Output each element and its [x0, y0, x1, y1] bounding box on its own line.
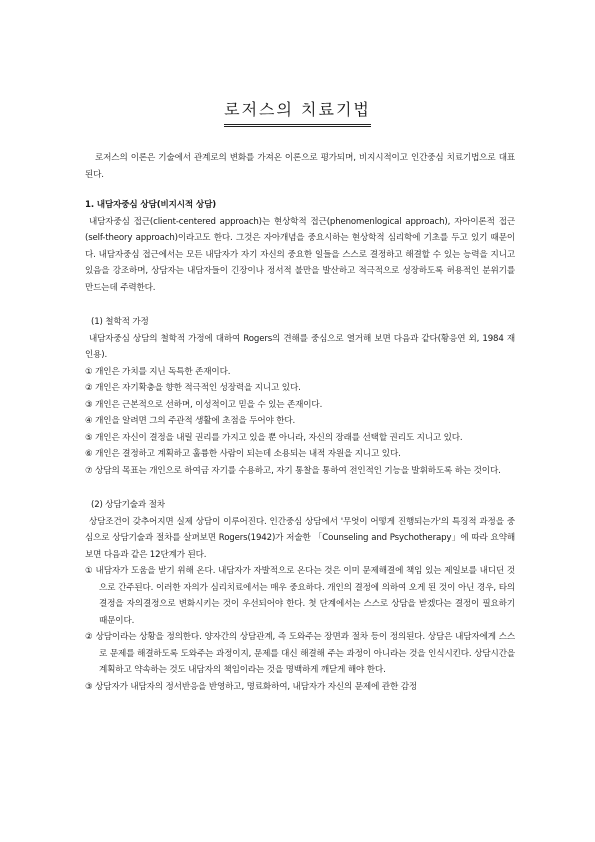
list-item: ③ 개인은 근본적으로 선하며, 이성적이고 믿을 수 있는 존재이다. [85, 399, 323, 410]
list-item: ② 상담이라는 상황을 정의한다. 양자간의 상담관계, 즉 도와주는 장면과 절차 등이 정의된다. 상담은 내담자에게 스스로 문제를 해결하도록 도와주는 과정이지, 문제를 대신 해결해 주는 과정이 아니라는 것을 인식시킨다. 상담시간을 계획하고 약속하는 것도 내담자의 책임이라는 것을 명백하게 깨닫게 해야 한다. [85, 632, 515, 675]
list-item: ⑦ 상담의 목표는 개인으로 하여금 자기를 수용하고, 자기 통찰을 통하여 전인적인 기능을 발휘하도록 하는 것이다. [85, 465, 501, 476]
subsection-heading: (1) 철학적 가정 [91, 317, 149, 327]
subsection-heading: (2) 상담기술과 절차 [91, 500, 165, 510]
list-item: ④ 개인을 알려면 그의 주관적 생활에 초점을 두어야 한다. [85, 416, 296, 426]
list-item: ③ 상담자가 내담자의 정서반응을 반영하고, 명료화하여, 내담자가 자신의 문제에 관한 감정 [85, 681, 417, 692]
document-body [85, 150, 515, 695]
list-item: ② 개인은 자기확충을 향한 적극적인 성장력을 지니고 있다. [85, 383, 301, 393]
list-item: ⑥ 개인은 결정하고 계획하고 훌륭한 사람이 되는데 소용되는 내적 자원을 지니고 있다. [85, 449, 401, 459]
section-heading: 1. 내담자중심 상담(비지시적 상담) [85, 200, 216, 210]
subsection-paragraph: 상담조건이 갖추어지면 실제 상담이 이루어진다. 인간중심 상담에서 '무엇이 어떻게 진행되는가'의 특징적 과정을 중심으로 상담기술과 절차를 살펴보면 Rogers(1942)가 저술한 「Counseling and Psychotherapy」에 따라 요약해 보면 다음과 같은 12단계가 된다. [85, 516, 515, 560]
title-container [0, 100, 595, 127]
subsection-paragraph: 내담자중심 상담의 철학적 가정에 대하여 Rogers의 견해를 중심으로 열거해 보면 다음과 같다(황응연 외, 1984 재인용). [85, 333, 515, 360]
document-title: 로저스의 치료기법 [224, 100, 371, 127]
list-item: ① 개인은 가치를 지닌 독특한 존재이다. [85, 366, 231, 377]
list-item: ⑤ 개인은 자신이 결정을 내릴 권리를 가지고 있을 뿐 아니라, 자신의 장래를 선택할 권리도 지니고 있다. [85, 432, 463, 443]
intro-paragraph: 로저스의 이론은 기술에서 관계로의 변화를 가져온 이론으로 평가되며, 비지시적이고 인간중심 치료기법으로 대표된다. [85, 153, 515, 180]
list-item: ① 내담자가 도움을 받기 위해 온다. 내담자가 자발적으로 온다는 것은 이미 문제해결에 책임 있는 제일보를 내디딘 것으로 간주된다. 이러한 자의가 심리치료에서는 매우 중요하다. 개인의 결정에 의하여 오게 된 것이 아닌 경우, 타의결정을 자의결정으로 변화시키는 것이 우선되어야 한다. 첫 단계에서는 스스로 상담을 받겠다는 결정이 필요하기 때문이다. [85, 566, 515, 626]
section-paragraph: 내담자중심 접근(client-centered approach)는 현상학적 접근(phenomenlogical approach), 자아이론적 접근(self-theory approach)이라고도 한다. 그것은 자아개념을 중요시하는 현상학적 심리학에 기초를 두고 있기 때문이다. 내담자중심 접근에서는 모든 내담자가 자기 자신의 중요한 일들을 스스로 결정하고 해결할 수 있는 능력을 지니고 있음을 강조하며, 상담자는 내담자들이 긴장이나 정서적 불만을 발산하고 적극적으로 성장하도록 허용적인 분위기를 만드는데 주력한다. [85, 216, 515, 293]
